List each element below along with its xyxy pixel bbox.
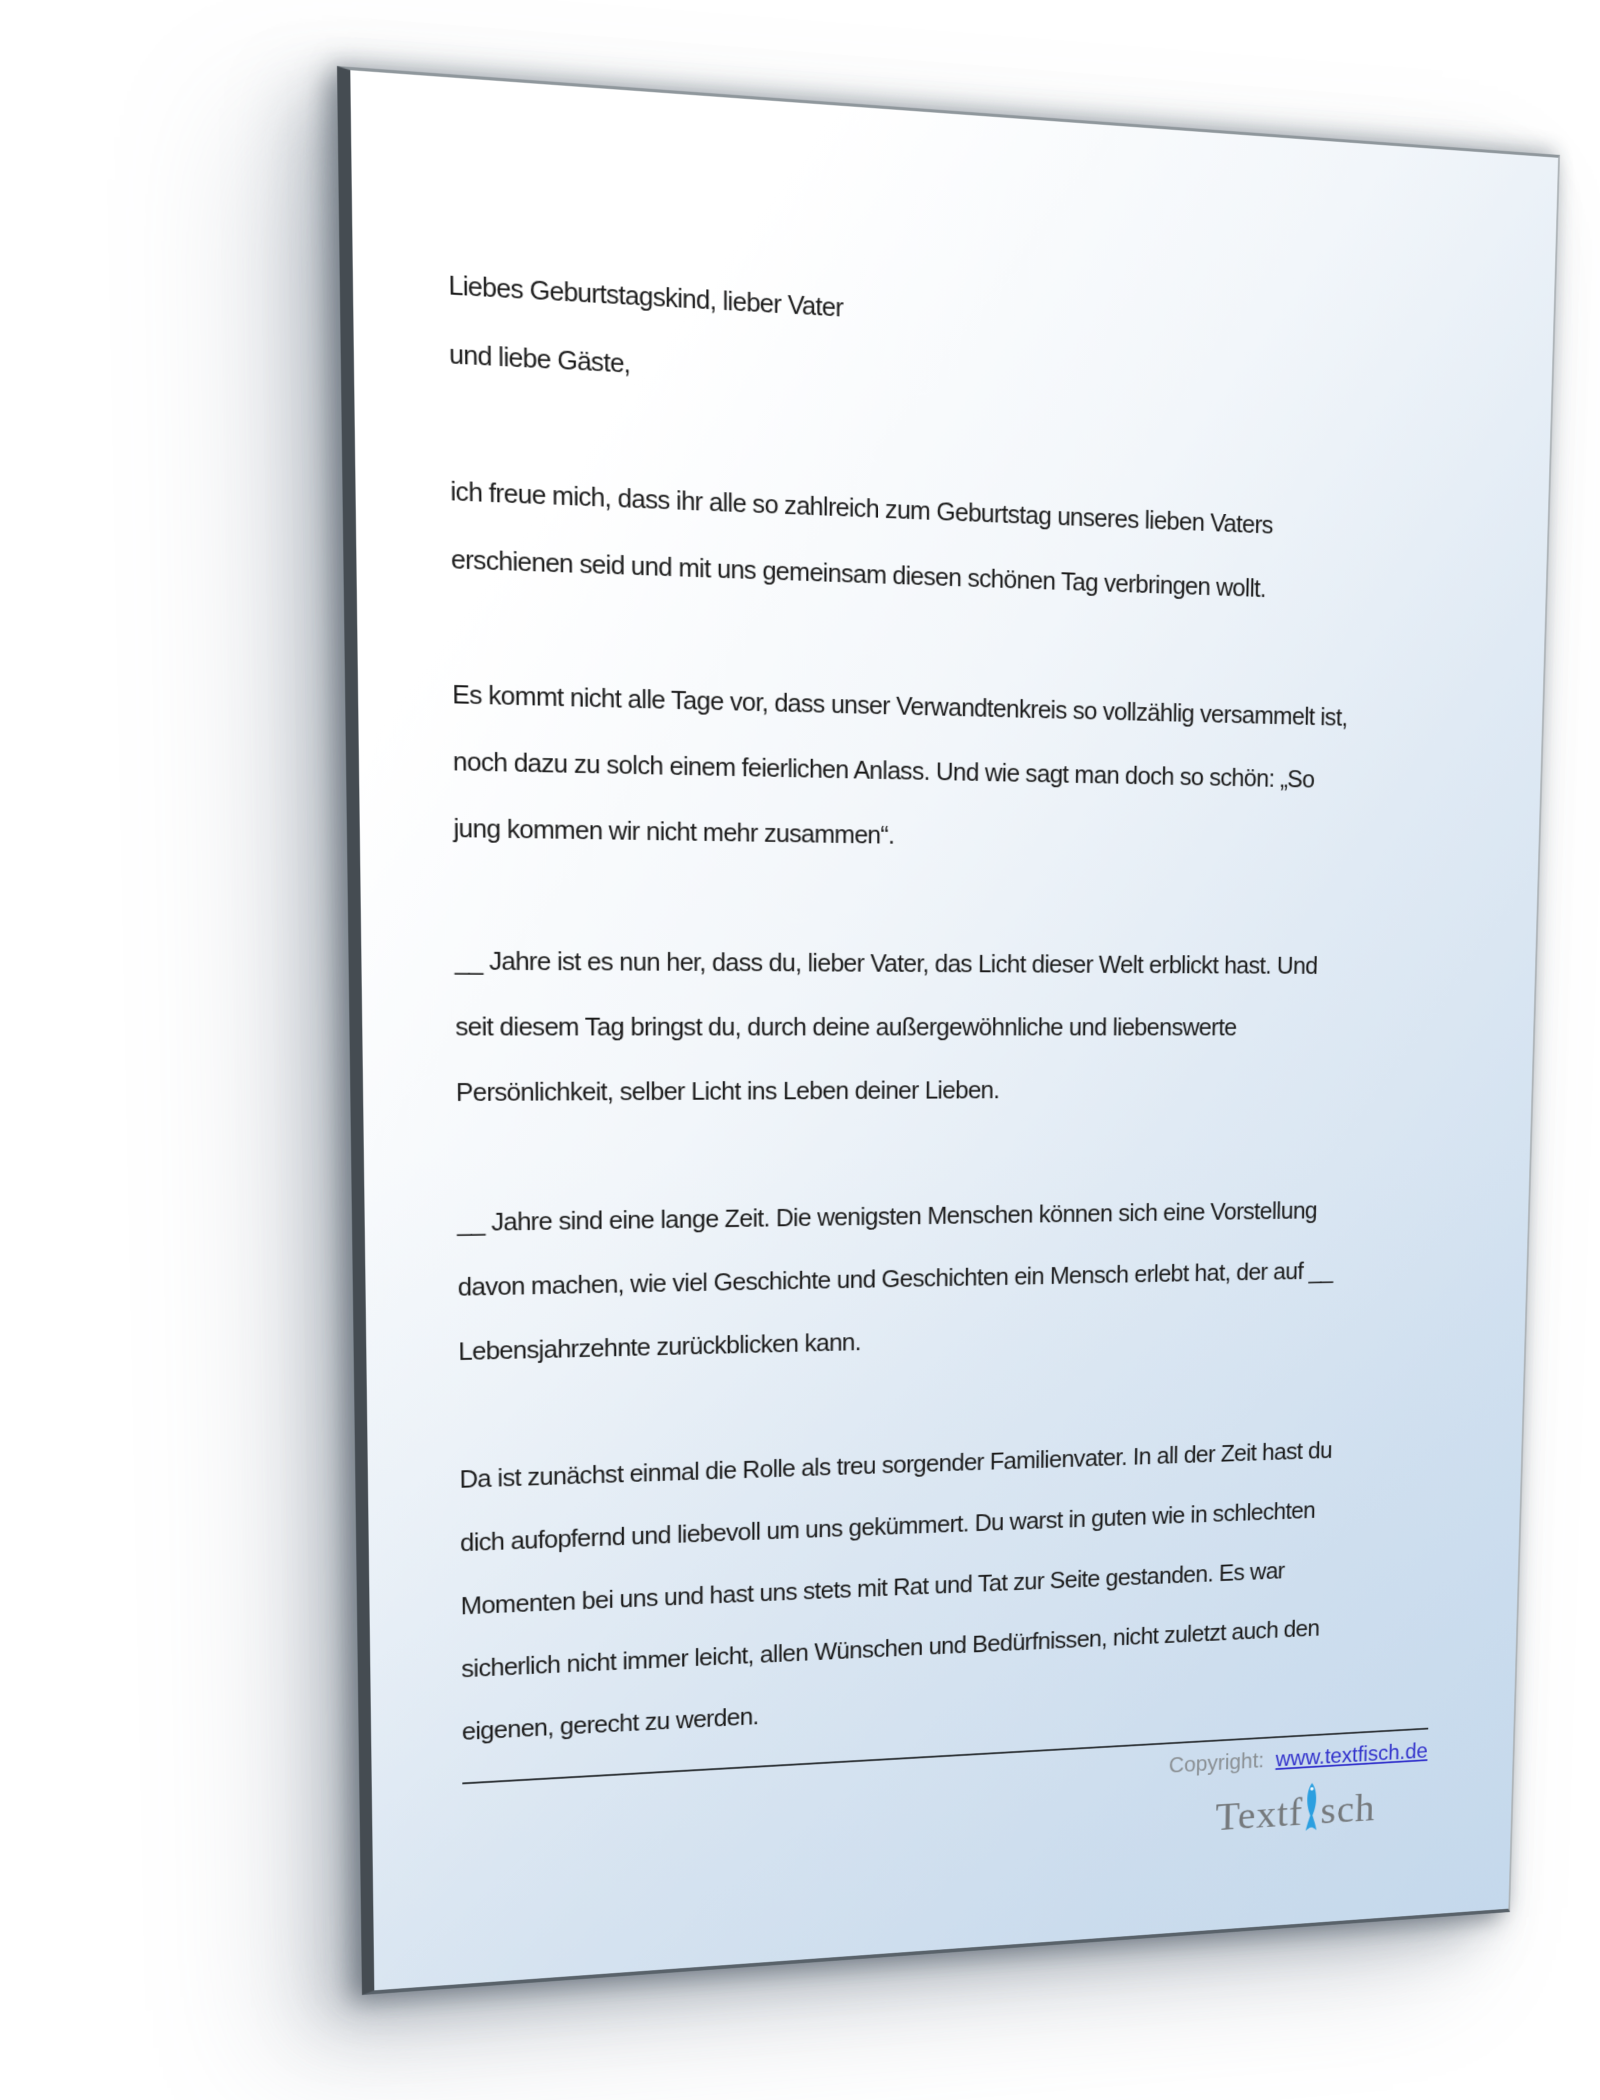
text-line: und liebe Gäste, <box>448 340 631 379</box>
text-line: __ Jahre ist es nun her, dass du, lieber Vater, das Licht dieser Welt erblickt hast. Und <box>454 947 1318 980</box>
copyright-label: Copyright: <box>1168 1748 1265 1778</box>
text-line: Lebensjahrzehnte zurückblicken kann. <box>458 1329 861 1366</box>
text-line: Es kommt nicht alle Tage vor, dass unser Verwandtenkreis so vollzählig versammelt ist, <box>452 680 1348 732</box>
paragraph <box>457 1179 1443 1384</box>
text-line: jung kommen wir nicht mehr zusammen“. <box>453 814 895 850</box>
logo-text-prefix: Textf <box>1215 1790 1304 1840</box>
paragraph <box>450 458 1460 628</box>
text-line: noch dazu zu solch einem feierlichen Anlass. Und wie sagt man doch so schön: „So <box>452 748 1315 794</box>
text-line: __ Jahre sind eine lange Zeit. Die wenigsten Menschen können sich eine Vorstellung <box>456 1198 1318 1237</box>
logo-text-suffix: sch <box>1320 1785 1376 1833</box>
text-line: eigenen, gerecht zu werden. <box>461 1703 759 1746</box>
paragraph <box>459 1418 1437 1764</box>
letter-body <box>448 251 1465 1763</box>
salutation-paragraph <box>448 251 1465 438</box>
fish-icon <box>1303 1780 1320 1836</box>
text-line: seit diesem Tag bringst du, durch deine außergewöhnliche und liebenswerte <box>455 1013 1237 1042</box>
text-line: ich freue mich, dass ihr alle so zahlreich zum Geburtstag unseres lieben Vaters <box>450 477 1274 540</box>
text-line: erschienen seid und mit uns gemeinsam diesen schönen Tag verbringen wollt. <box>450 545 1267 603</box>
text-line: Da ist zunächst einmal die Rolle als treu sorgender Familienvater. In all der Zeit hast du <box>459 1438 1333 1494</box>
paragraph <box>454 929 1449 1126</box>
text-line: sicherlich nicht immer leicht, allen Wünschen und Bedürfnissen, nicht zuletzt auch den <box>461 1615 1320 1684</box>
page-footer <box>462 1736 1428 1884</box>
text-line: dich aufopfernd und liebevoll um uns gekümmert. Du warst in guten wie in schlechten <box>459 1498 1316 1558</box>
text-line: Momenten bei uns und hast uns stets mit Rat und Tat zur Seite gestanden. Es war <box>460 1558 1285 1621</box>
document-page <box>337 66 1560 1995</box>
paragraph <box>452 662 1456 876</box>
text-line: davon machen, wie viel Geschichte und Geschichten ein Mensch erlebt hat, der auf __ <box>457 1258 1333 1302</box>
text-line: Liebes Geburtstagskind, lieber Vater <box>448 271 844 323</box>
text-line: Persönlichkeit, selber Licht ins Leben deiner Lieben. <box>455 1077 1000 1107</box>
textfisch-link[interactable]: www.textfisch.de <box>1275 1739 1428 1771</box>
